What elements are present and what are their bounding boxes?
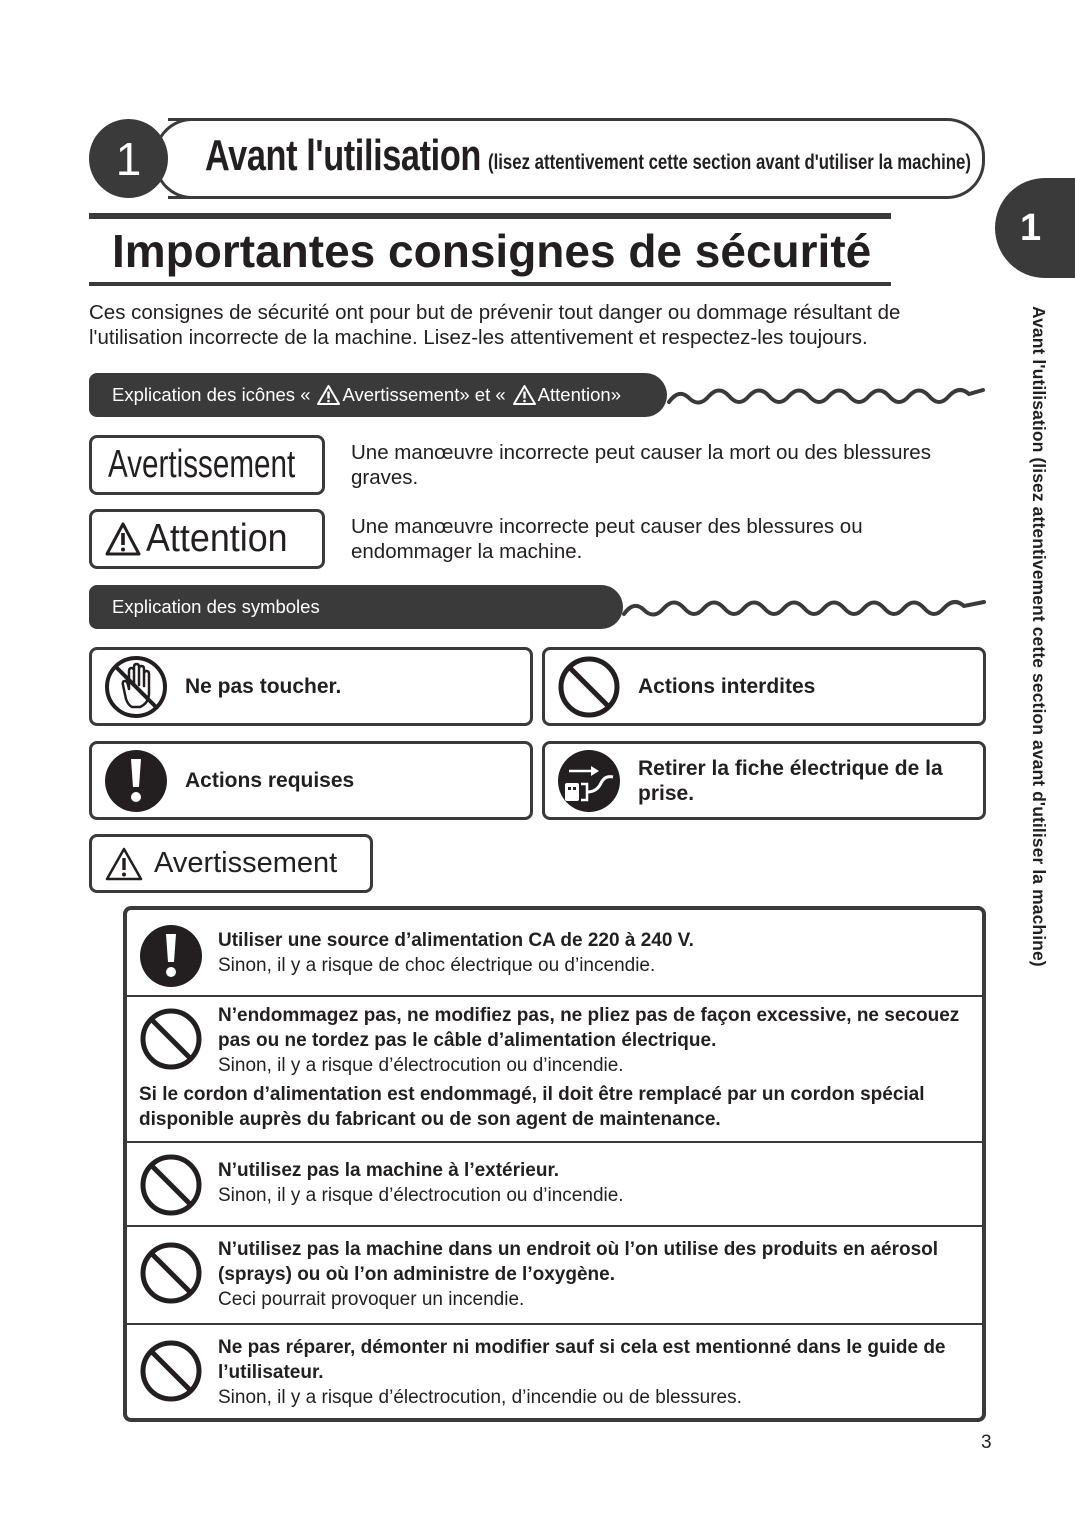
warning-triangle-icon [104, 521, 142, 557]
symbol-unplug [542, 741, 986, 820]
warning-row-text: Ceci pourrait provoquer un incendie. [218, 1289, 525, 1310]
chapter-subtitle: (lisez attentivement cette section avant d'utiliser la machine) [488, 151, 971, 174]
chapter-title: Avant l'utilisation [205, 131, 481, 180]
warning-row-bold: N’utilisez pas la machine dans un endroit où l’on utilise des produits en aérosol (sprays) ou où l’on administre de l’oxygène. [218, 1239, 939, 1285]
section-title: Importantes consignes de sécurité [112, 225, 872, 277]
warning-row [127, 995, 982, 1143]
icons-header-caution: Attention [537, 384, 611, 405]
prohibited-icon [139, 1153, 203, 1217]
intro-paragraph: Ces consignes de sécurité ont pour but de prévenir tout danger ou dommage résultant de l'utilisation incorrecte de la machine. Lisez-les attentivement et respectez-les toujours. [89, 301, 901, 349]
chapter-number: 1 [89, 119, 168, 198]
icons-header-middle: » et « [459, 384, 506, 405]
symbols-explanation-header: Explication des symboles [89, 585, 623, 629]
wavy-decoration [622, 592, 986, 626]
symbol-no-touch [89, 647, 533, 726]
warning-row-bold: Utiliser une source d’alimentation CA de 220 à 240 V. [218, 930, 694, 951]
icons-explanation-header [89, 373, 667, 417]
warning-row-bold: N’endommagez pas, ne modifiez pas, ne pliez pas de façon excessive, ne secouez pas ou ne tordez pas le câble d’alimentation électrique. [218, 1005, 960, 1051]
caution-level-description: Une manœuvre incorrecte peut causer des blessures ou endommager la machine. [351, 515, 863, 563]
wavy-decoration [667, 380, 985, 414]
icons-header-warning: Avertissement [342, 384, 460, 405]
warning-level-box [89, 435, 325, 495]
warning-row-text: Sinon, il y a risque d’électrocution ou d’incendie. [218, 1055, 624, 1076]
page-number: 3 [981, 1432, 992, 1453]
prohibited-icon [139, 1339, 203, 1403]
side-tab-text: Avant l'utilisation (lisez attentivement cette section avant d'utiliser la machine) [1029, 306, 1049, 967]
caution-level-label: Attention [146, 517, 288, 560]
warning-row-extra: Si le cordon d’alimentation est endommagé, il doit être remplacé par un cordon spécial disponible auprès du fabricant ou de son agent de maintenance. [139, 1084, 925, 1130]
warning-table [123, 906, 986, 1422]
caution-level-box [89, 509, 325, 569]
section-title-rule-top [89, 213, 891, 219]
symbol-mandatory [89, 741, 533, 820]
symbol-no-touch-label: Ne pas toucher. [185, 675, 342, 698]
warning-level-label: Avertissement [108, 443, 296, 486]
warning-section-label-box [89, 834, 373, 893]
warning-triangle-icon [316, 384, 341, 406]
warning-row-bold: N’utilisez pas la machine à l’extérieur. [218, 1160, 560, 1181]
warning-triangle-icon [512, 384, 537, 406]
warning-triangle-icon [104, 846, 144, 882]
no-touch-icon [104, 655, 168, 719]
unplug-icon [557, 749, 621, 813]
warning-row-text: Sinon, il y a risque d’électrocution, d’incendie ou de blessures. [218, 1387, 742, 1408]
mandatory-icon [104, 749, 168, 813]
warning-row [127, 1227, 982, 1325]
warning-row [127, 910, 982, 997]
warning-section-label: Avertissement [154, 847, 338, 879]
icons-header-prefix: Explication des icônes « [112, 384, 311, 405]
warning-level-description: Une manœuvre incorrecte peut causer la mort ou des blessures graves. [351, 441, 931, 489]
prohibited-icon [557, 655, 621, 719]
warning-row [127, 1143, 982, 1227]
symbol-prohibited-label: Actions interdites [638, 675, 816, 698]
icons-header-suffix: » [610, 384, 621, 405]
symbol-unplug-label: Retirer la fiche électrique de la prise. [638, 756, 943, 805]
symbol-prohibited [542, 647, 986, 726]
warning-row-text: Sinon, il y a risque de choc électrique ou d’incendie. [218, 955, 656, 976]
side-tab-number: 1 [995, 178, 1075, 278]
prohibited-icon [139, 1007, 203, 1071]
warning-row [127, 1325, 982, 1418]
symbol-mandatory-label: Actions requises [185, 769, 355, 792]
mandatory-icon [139, 924, 203, 988]
section-title-rule-bottom [89, 282, 891, 286]
warning-row-bold: Ne pas réparer, démonter ni modifier sauf si cela est mentionné dans le guide de l’utilisateur. [218, 1337, 946, 1383]
prohibited-icon [139, 1241, 203, 1305]
warning-row-text: Sinon, il y a risque d’électrocution ou d’incendie. [218, 1185, 624, 1206]
